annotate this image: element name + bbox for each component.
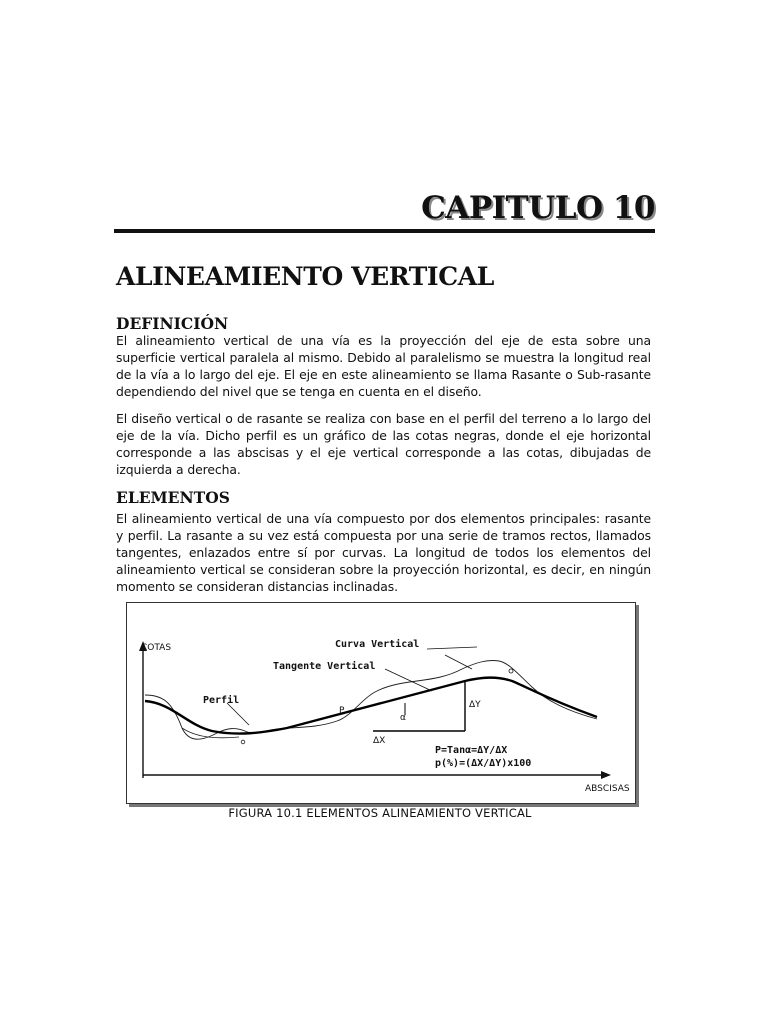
chapter-rule [114,229,655,233]
curva-vertical-label: Curva Vertical [335,639,420,650]
definicion-paragraph-1: El alineamiento vertical de una vía es la proyección del eje de esta sobre una superficie vertical paralela al mismo. Debido al paralelismo se muestra la longitud real de la vía a lo largo del eje. El eje en este alineamiento se llama Rasante o Sub-rasante dependiendo del nivel que se tenga en cuenta en el diseño. [116,333,651,399]
figure-frame [126,602,636,804]
definicion-paragraph-2: El diseño vertical o de rasante se realiza con base en el perfil del terreno a lo largo del eje de la vía. Dicho perfil es un gráfico de las cotas negras, donde el eje horizontal corresponde a las abscisas y el eje vertical corresponde a las cotas, dibujadas de izquierda a derecha. [116,411,651,477]
formula-1: P=Tanα=ΔY/ΔX [435,745,508,756]
tangente-vertical-label: Tangente Vertical [273,661,376,672]
perfil-leader-line [227,703,249,725]
p-marker-label: P [339,706,345,716]
curve-vertex-icon [509,669,513,673]
curva-leader-line [427,647,477,649]
curva-pointer-line [445,655,472,669]
delta-y-label: ΔY [469,700,481,710]
alpha-label: α [400,713,406,723]
definicion-heading: DEFINICIÓN [116,314,229,333]
profile-marker-icon [241,740,245,744]
x-axis-arrow-icon [601,771,611,779]
formula-2: p(%)=(ΔX/ΔY)x100 [435,758,532,769]
figure-caption: FIGURA 10.1 ELEMENTOS ALINEAMIENTO VERTICAL [228,806,532,820]
perfil-label: Perfil [203,695,240,706]
elementos-paragraph: El alineamiento vertical de una vía compuesto por dos elementos principales: rasante y perfil. La rasante a su vez está compuesta por una serie de tramos rectos, llamados tangentes, enlazados entre sí por curvas. La longitud de todos los elementos del alineamiento vertical se consideran sobre la proyección horizontal, es decir, en ningún momento se consideran distancias inclinadas. [116,511,651,594]
vertical-alignment-diagram [127,603,635,803]
elementos-heading: ELEMENTOS [116,488,230,507]
section-title: ALINEAMIENTO VERTICAL [116,262,494,291]
chapter-title: CAPITULO 10 [421,190,655,226]
y-axis-label: COTAS [141,643,172,653]
x-axis-label: ABSCISAS [585,784,630,794]
delta-x-label: ΔX [373,736,386,746]
